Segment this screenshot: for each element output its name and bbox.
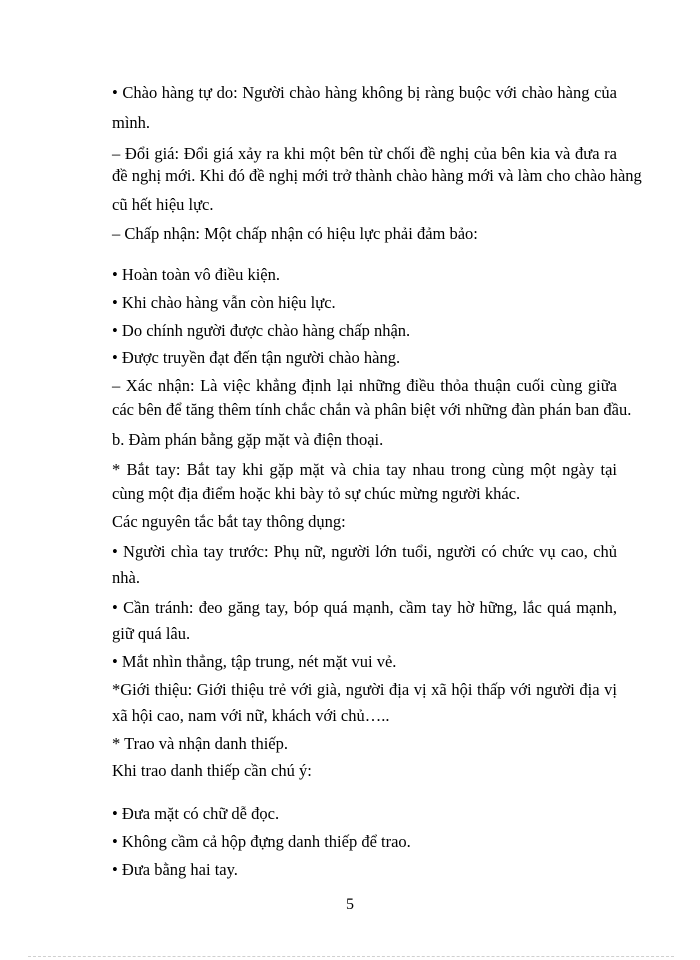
paragraph-line: xã hội cao, nam với nữ, khách với chủ….. xyxy=(112,706,390,725)
bullet-line: • Đưa mặt có chữ dễ đọc. xyxy=(112,804,280,823)
paragraph-line: cũ hết hiệu lực. xyxy=(112,195,214,214)
bullet-line: • Khi chào hàng vẫn còn hiệu lực. xyxy=(112,293,336,312)
bullet-line: • Người chìa tay trước: Phụ nữ, người lớn tuổi, người có chức vụ cao, chủ xyxy=(112,542,617,561)
bullet-line: • Cần tránh: đeo găng tay, bóp quá mạnh, cầm tay hờ hững, lắc quá mạnh, xyxy=(112,598,617,617)
bullet-line: • Đưa bằng hai tay. xyxy=(112,860,238,879)
bullet-line: • Được truyền đạt đến tận người chào hàng. xyxy=(112,348,401,367)
paragraph-line: – Xác nhận: Là việc khẳng định lại những điều thỏa thuận cuối cùng giữa xyxy=(112,376,617,395)
section-heading: b. Đàm phán bằng gặp mặt và điện thoại. xyxy=(112,430,384,449)
paragraph-line: mình. xyxy=(112,113,151,132)
page-number: 5 xyxy=(346,896,354,913)
bullet-line: • Không cầm cả hộp đựng danh thiếp để trao. xyxy=(112,832,411,851)
paragraph-line: cùng một địa điểm hoặc khi bày tỏ sự chúc mừng người khác. xyxy=(112,484,521,503)
paragraph-line: đề nghị mới. Khi đó đề nghị mới trở thành chào hàng mới và làm cho chào hàng xyxy=(112,166,642,185)
paragraph-line: * Trao và nhận danh thiếp. xyxy=(112,734,288,753)
bullet-line: • Do chính người được chào hàng chấp nhận. xyxy=(112,321,411,340)
paragraph-line: * Bắt tay: Bắt tay khi gặp mặt và chia tay nhau trong cùng một ngày tại xyxy=(112,460,617,479)
paragraph-line: các bên để tăng thêm tính chắc chắn và phân biệt với những đàn phán ban đầu. xyxy=(112,400,632,419)
paragraph-line: giữ quá lâu. xyxy=(112,624,191,643)
paragraph-line: Khi trao danh thiếp cần chú ý: xyxy=(112,761,312,780)
page-bottom-divider xyxy=(28,956,674,957)
paragraph-line: – Đổi giá: Đổi giá xảy ra khi một bên từ chối đề nghị của bên kia và đưa ra xyxy=(112,144,617,163)
bullet-line: • Hoàn toàn vô điều kiện. xyxy=(112,265,280,284)
bullet-line: • Chào hàng tự do: Người chào hàng không bị ràng buộc với chào hàng của xyxy=(112,83,617,102)
paragraph-line: – Chấp nhận: Một chấp nhận có hiệu lực phải đảm bảo: xyxy=(112,224,478,243)
paragraph-line: *Giới thiệu: Giới thiệu trẻ với già, người địa vị xã hội thấp với người địa vị xyxy=(112,680,617,699)
paragraph-line: Các nguyên tắc bắt tay thông dụng: xyxy=(112,512,346,531)
bullet-line: • Mắt nhìn thẳng, tập trung, nét mặt vui vẻ. xyxy=(112,652,397,671)
paragraph-line: nhà. xyxy=(112,568,140,587)
